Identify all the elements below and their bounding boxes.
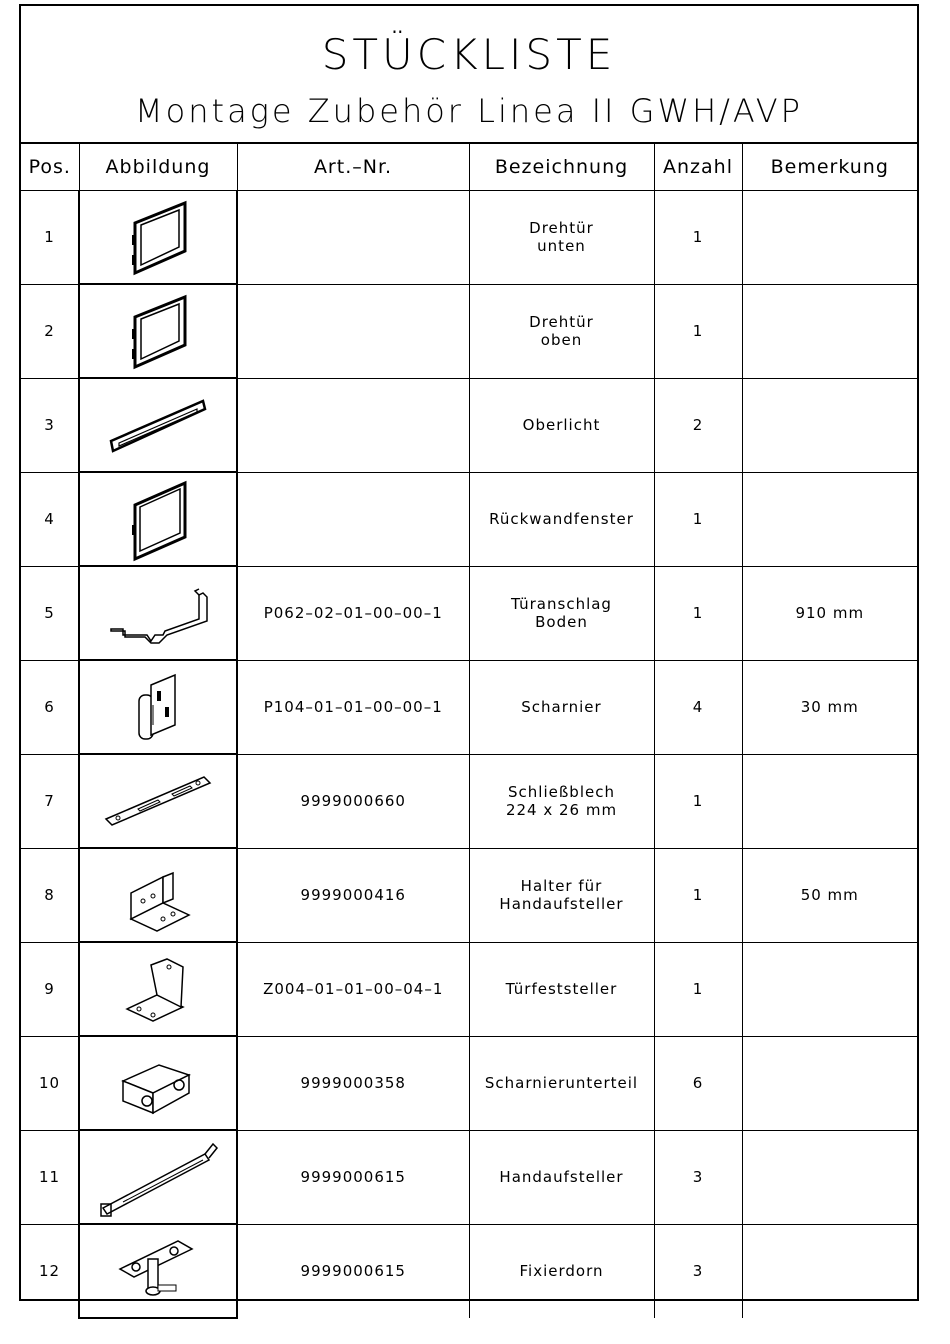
cell-article-number	[237, 191, 469, 285]
description-line-1: Drehtür	[529, 313, 594, 331]
cell-remark	[742, 754, 917, 848]
cell-remark	[742, 378, 917, 472]
table-row	[21, 566, 917, 660]
cell-image	[79, 848, 237, 942]
description-line-1: Türanschlag	[511, 595, 612, 613]
cell-quantity: 1	[654, 754, 742, 848]
cell-description	[469, 566, 654, 660]
rear-window-icon	[80, 475, 236, 563]
cell-quantity: 2	[654, 378, 742, 472]
cell-remark	[742, 284, 917, 378]
header-article-number: Art.–Nr.	[237, 144, 469, 191]
cell-pos: 7	[21, 754, 79, 848]
cell-pos: 2	[21, 284, 79, 378]
table-row	[21, 472, 917, 566]
cell-quantity: 1	[654, 284, 742, 378]
cell-description	[469, 660, 654, 754]
description-line-2: unten	[537, 237, 586, 256]
cell-description	[469, 942, 654, 1036]
description-line-2: 224 x 26 mm	[505, 801, 618, 819]
cell-remark	[742, 1224, 917, 1318]
cell-quantity: 3	[654, 1130, 742, 1224]
fixing-pin-icon	[80, 1229, 236, 1313]
header-description: Bezeichnung	[469, 144, 654, 191]
cell-article-number	[237, 284, 469, 378]
cell-image	[79, 191, 237, 285]
door-lower-icon	[80, 195, 236, 279]
hinge-icon	[80, 665, 236, 749]
description-line-1: Drehtür	[529, 219, 594, 238]
cell-image	[79, 1224, 237, 1318]
description-line-1: Schließblech	[508, 783, 615, 801]
table-row	[21, 191, 917, 285]
header-remark: Bemerkung	[742, 144, 917, 191]
cell-article-number: 9999000615	[237, 1224, 469, 1318]
cell-image	[79, 284, 237, 378]
door-holder-icon	[80, 947, 236, 1031]
description-line-1: Fixierdorn	[519, 1262, 604, 1281]
cell-quantity: 1	[654, 942, 742, 1036]
cell-quantity: 1	[654, 472, 742, 566]
header-pos: Pos.	[21, 144, 79, 191]
cell-description	[469, 1036, 654, 1130]
cell-article-number: 9999000358	[237, 1036, 469, 1130]
cell-description	[469, 1130, 654, 1224]
cell-image	[79, 754, 237, 848]
description-line-1: Handaufsteller	[499, 1168, 624, 1186]
page-title: STÜCKLISTE	[321, 30, 617, 79]
table-row	[21, 942, 917, 1036]
cell-article-number: Z004–01–01–00–04–1	[237, 942, 469, 1036]
cell-quantity: 1	[654, 191, 742, 285]
cell-quantity: 3	[654, 1224, 742, 1318]
cell-remark	[742, 1036, 917, 1130]
description-line-1: Scharnier	[521, 698, 602, 716]
cell-pos: 5	[21, 566, 79, 660]
cell-remark	[742, 191, 917, 285]
cell-pos: 11	[21, 1130, 79, 1224]
cell-pos: 4	[21, 472, 79, 566]
cell-remark	[742, 1130, 917, 1224]
cell-pos: 8	[21, 848, 79, 942]
cell-image	[79, 1130, 237, 1224]
cell-remark	[742, 942, 917, 1036]
parts-table	[21, 144, 917, 1319]
description-line-1: Halter für	[520, 877, 603, 895]
cell-article-number: P062–02–01–00–00–1	[237, 566, 469, 660]
door-stop-icon	[80, 571, 236, 655]
cell-image	[79, 1036, 237, 1130]
description-line-1: Oberlicht	[522, 416, 601, 434]
table-row	[21, 660, 917, 754]
page-subtitle: Montage Zubehör Linea II GWH/AVP	[135, 92, 803, 130]
table-row	[21, 1130, 917, 1224]
table-row	[21, 1224, 917, 1318]
cell-quantity: 4	[654, 660, 742, 754]
cell-remark: 910 mm	[742, 566, 917, 660]
cell-article-number: 9999000615	[237, 1130, 469, 1224]
bracket-icon	[80, 853, 236, 937]
cell-article-number	[237, 472, 469, 566]
cell-article-number: 9999000660	[237, 754, 469, 848]
table-row	[21, 1036, 917, 1130]
cell-description	[469, 754, 654, 848]
cell-pos: 10	[21, 1036, 79, 1130]
cell-description	[469, 284, 654, 378]
cell-remark: 50 mm	[742, 848, 917, 942]
cell-image	[79, 942, 237, 1036]
description-line-2: Handaufsteller	[499, 895, 624, 913]
cell-quantity: 1	[654, 566, 742, 660]
cell-quantity: 1	[654, 848, 742, 942]
door-upper-icon	[80, 289, 236, 373]
cell-description	[469, 472, 654, 566]
description-line-1: Türfeststeller	[505, 980, 618, 998]
header-quantity: Anzahl	[654, 144, 742, 191]
description-line-1: Scharnierunterteil	[484, 1074, 639, 1092]
parts-list-sheet	[19, 4, 919, 1301]
cell-pos: 6	[21, 660, 79, 754]
table-row	[21, 378, 917, 472]
cell-article-number: P104–01–01–00–00–1	[237, 660, 469, 754]
table-row	[21, 284, 917, 378]
cell-description	[469, 848, 654, 942]
skylight-icon	[80, 383, 236, 467]
table-row	[21, 754, 917, 848]
cell-pos: 1	[21, 191, 79, 285]
cell-description	[469, 191, 654, 285]
cell-description	[469, 1224, 654, 1318]
description-line-2: oben	[540, 331, 583, 349]
cell-remark	[742, 472, 917, 566]
cell-description	[469, 378, 654, 472]
cell-pos: 9	[21, 942, 79, 1036]
cell-pos: 12	[21, 1224, 79, 1318]
cell-article-number: 9999000416	[237, 848, 469, 942]
cell-image	[79, 566, 237, 660]
header-image: Abbildung	[79, 144, 237, 191]
cell-quantity: 6	[654, 1036, 742, 1130]
title-block	[21, 6, 917, 144]
table-row	[21, 848, 917, 942]
description-line-1: Rückwandfenster	[489, 510, 634, 528]
cell-remark: 30 mm	[742, 660, 917, 754]
cell-article-number	[237, 378, 469, 472]
description-line-2: Boden	[535, 613, 588, 631]
cell-image	[79, 378, 237, 472]
cell-image	[79, 660, 237, 754]
table-header-row	[21, 144, 917, 191]
strike-plate-icon	[80, 759, 236, 843]
cell-pos: 3	[21, 378, 79, 472]
cell-image	[79, 472, 237, 566]
stay-arm-icon	[80, 1132, 236, 1222]
hinge-base-icon	[80, 1041, 236, 1125]
